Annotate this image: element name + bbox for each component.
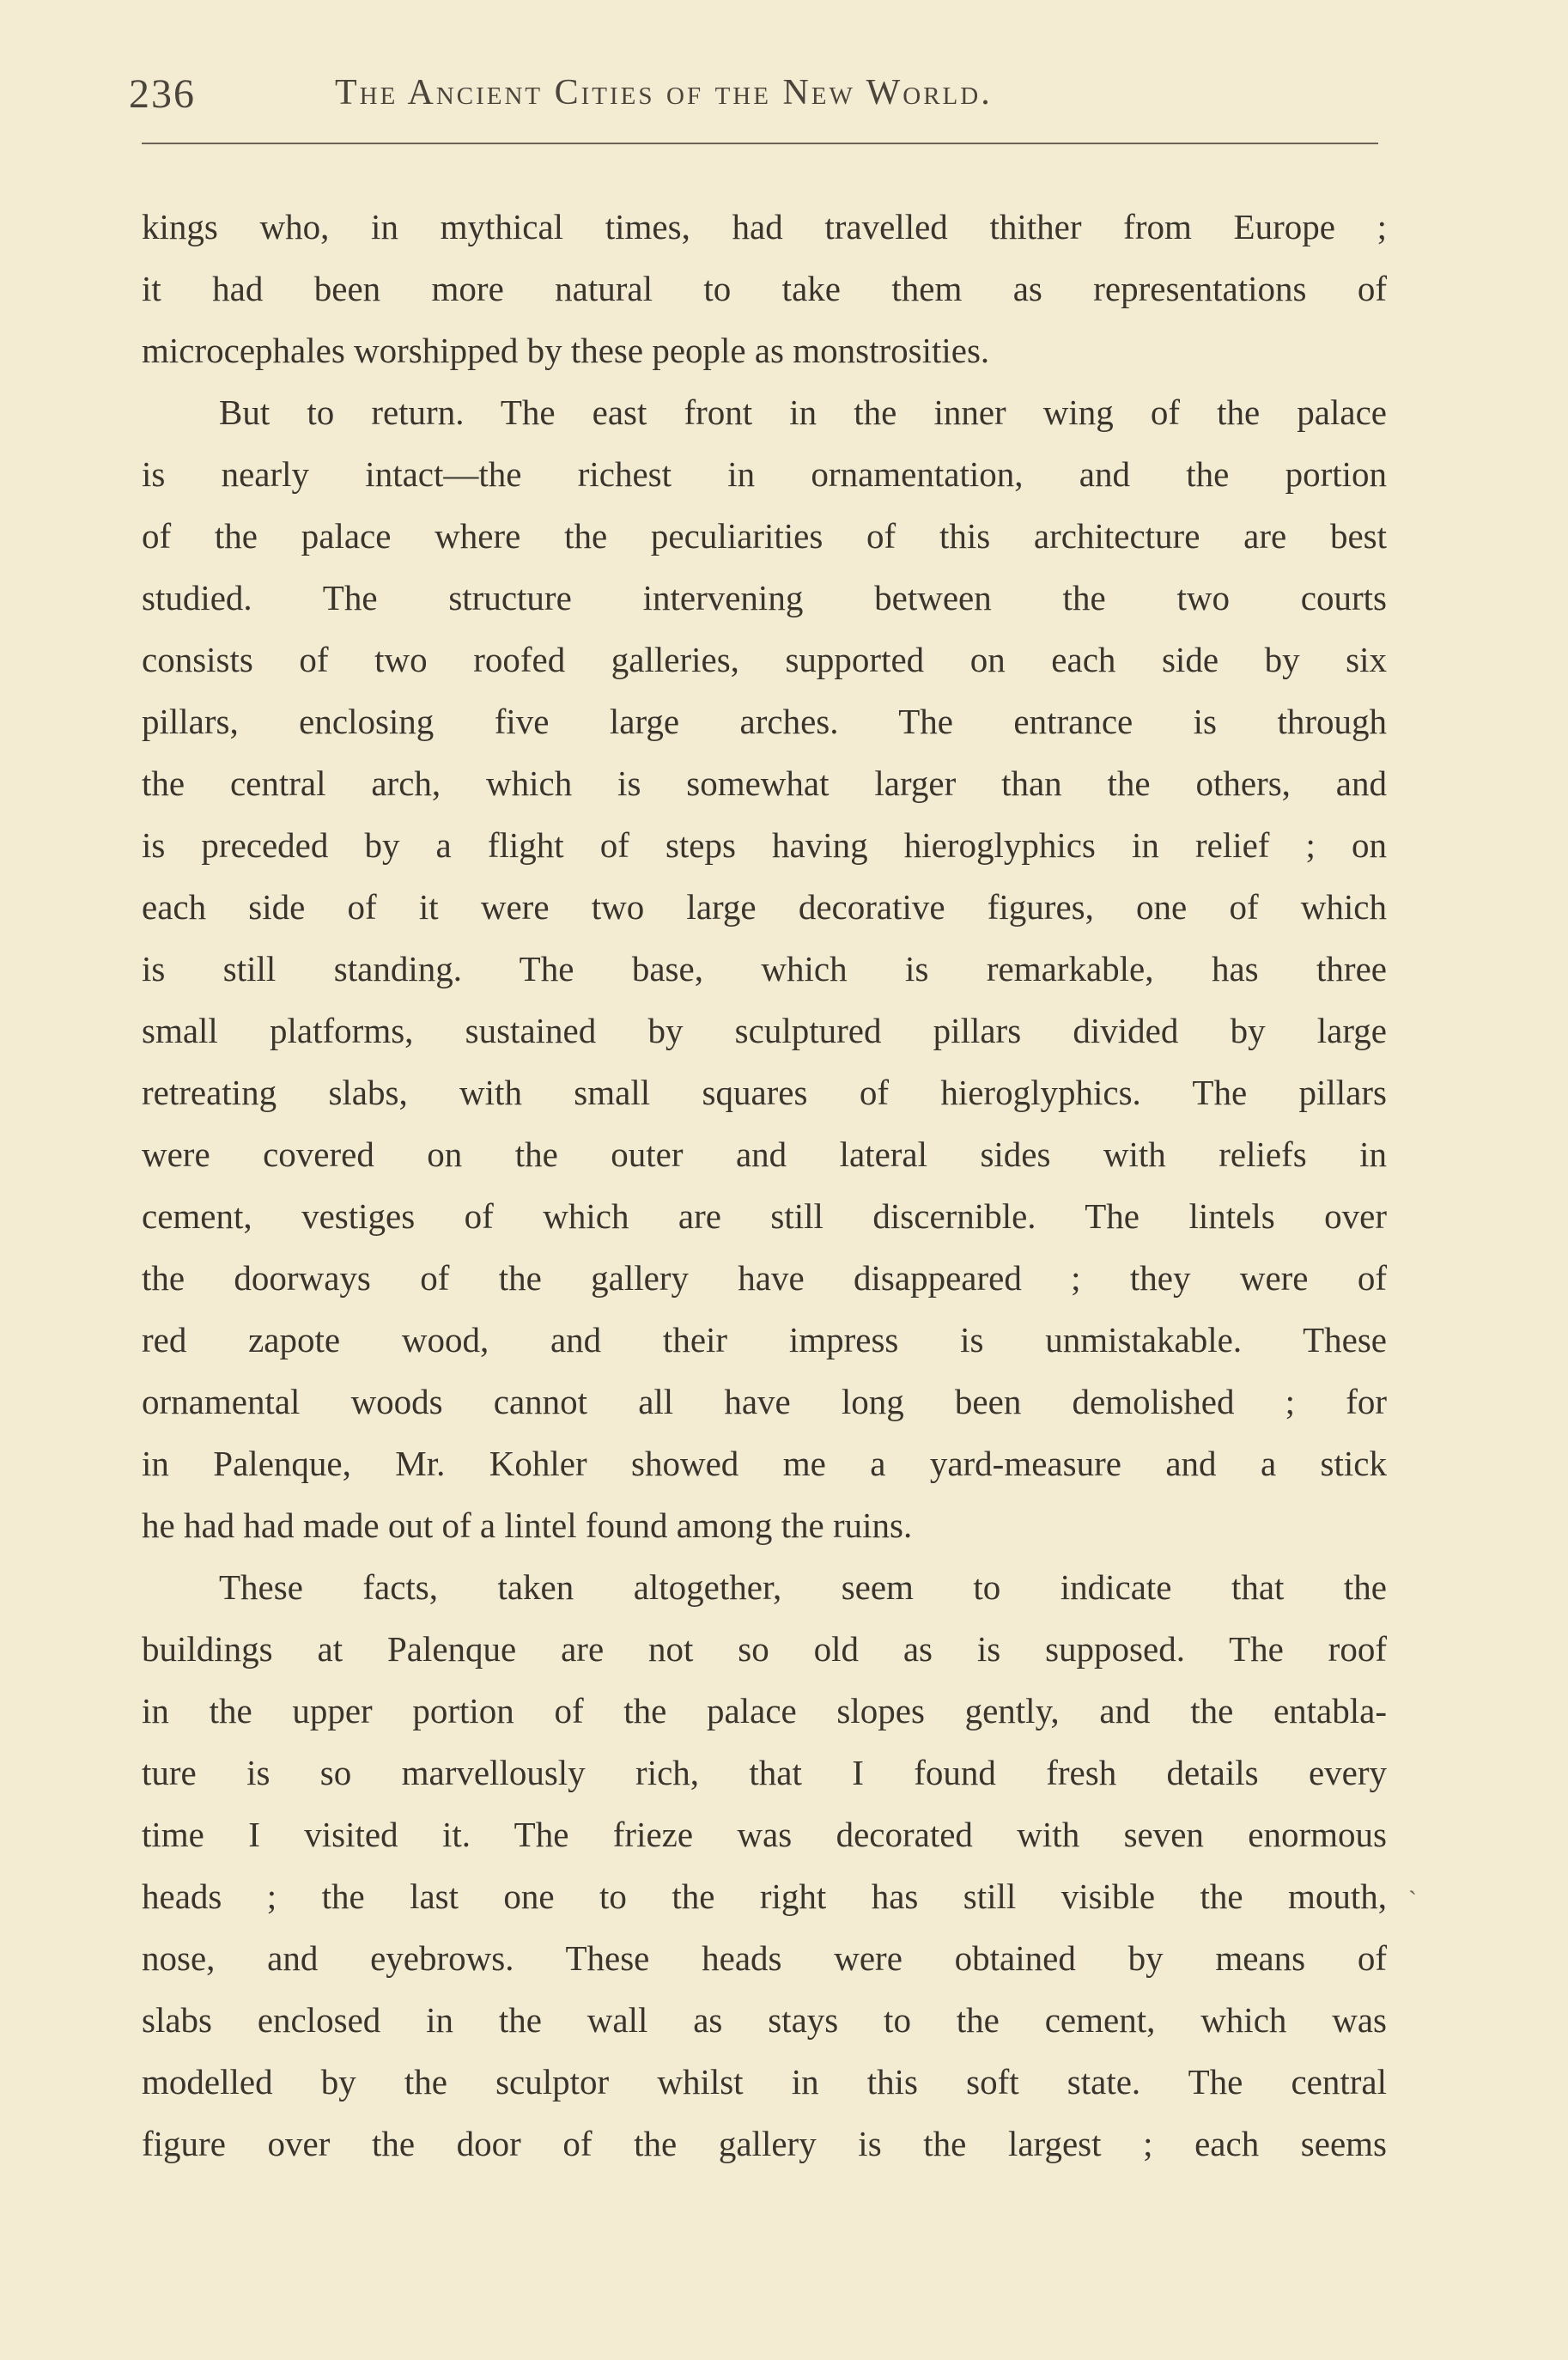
text-line: retreating slabs, with small squares of hieroglyphics. The pillars [142, 1073, 1387, 1112]
page-header [129, 70, 1391, 131]
running-head: The Ancient Cities of the New World. [335, 73, 993, 113]
text-line: is preceded by a flight of steps having hieroglyphics in relief ; on [142, 825, 1387, 865]
text-line: consists of two roofed galleries, supported on each side by six [142, 640, 1387, 679]
text-line: modelled by the sculptor whilst in this soft state. The central [142, 2062, 1387, 2101]
text-line: were covered on the outer and lateral sides with reliefs in [142, 1134, 1387, 1174]
text-line: kings who, in mythical times, had travelled thither from Europe ; [142, 207, 1387, 246]
text-line: the central arch, which is somewhat larger than the others, and [142, 763, 1387, 803]
text-line: in Palenque, Mr. Kohler showed me a yard-measure and a stick [142, 1444, 1387, 1483]
text-line: cement, vestiges of which are still discernible. The lintels over [142, 1196, 1387, 1236]
text-line: is nearly intact—the richest in ornamentation, and the portion [142, 454, 1387, 494]
text-line: These facts, taken altogether, seem to indicate that the [219, 1567, 1387, 1607]
text-line: slabs enclosed in the wall as stays to the cement, which was [142, 2000, 1387, 2040]
text-line: studied. The structure intervening between the two courts [142, 578, 1387, 617]
text-line: ornamental woods cannot all have long been demolished ; for [142, 1382, 1387, 1421]
text-line: in the upper portion of the palace slopes gently, and the entabla- [142, 1691, 1387, 1730]
text-line: is still standing. The base, which is remarkable, has three [142, 949, 1387, 988]
text-line: buildings at Palenque are not so old as is supposed. The roof [142, 1629, 1387, 1669]
text-line: small platforms, sustained by sculptured pillars divided by large [142, 1011, 1387, 1050]
text-line: red zapote wood, and their impress is unmistakable. These [142, 1320, 1387, 1359]
text-line: ture is so marvellously rich, that I found fresh details every [142, 1753, 1387, 1792]
text-line: it had been more natural to take them as representations of [142, 269, 1387, 308]
text-line: But to return. The east front in the inner wing of the palace [219, 392, 1387, 432]
text-line: of the palace where the peculiarities of this architecture are best [142, 516, 1387, 556]
text-line: time I visited it. The frieze was decorated with seven enormous [142, 1815, 1387, 1854]
text-line: pillars, enclosing five large arches. The entrance is through [142, 702, 1387, 741]
text-line: figure over the door of the gallery is the largest ; each seems [142, 2124, 1387, 2163]
header-rule [142, 143, 1378, 144]
text-line: each side of it were two large decorative figures, one of which [142, 887, 1387, 927]
text-line: nose, and eyebrows. These heads were obtained by means of [142, 1938, 1387, 1978]
body-text [142, 196, 1387, 2174]
text-line: microcephales worshipped by these people as monstrosities. [142, 331, 990, 370]
text-line: heads ; the last one to the right has still visible the mouth, [142, 1876, 1387, 1916]
margin-mark: ˋ [1408, 1886, 1417, 1914]
page-number: 236 [129, 71, 196, 117]
text-line: the doorways of the gallery have disappeared ; they were of [142, 1258, 1387, 1298]
text-line: he had had made out of a lintel found among the ruins. [142, 1505, 913, 1545]
